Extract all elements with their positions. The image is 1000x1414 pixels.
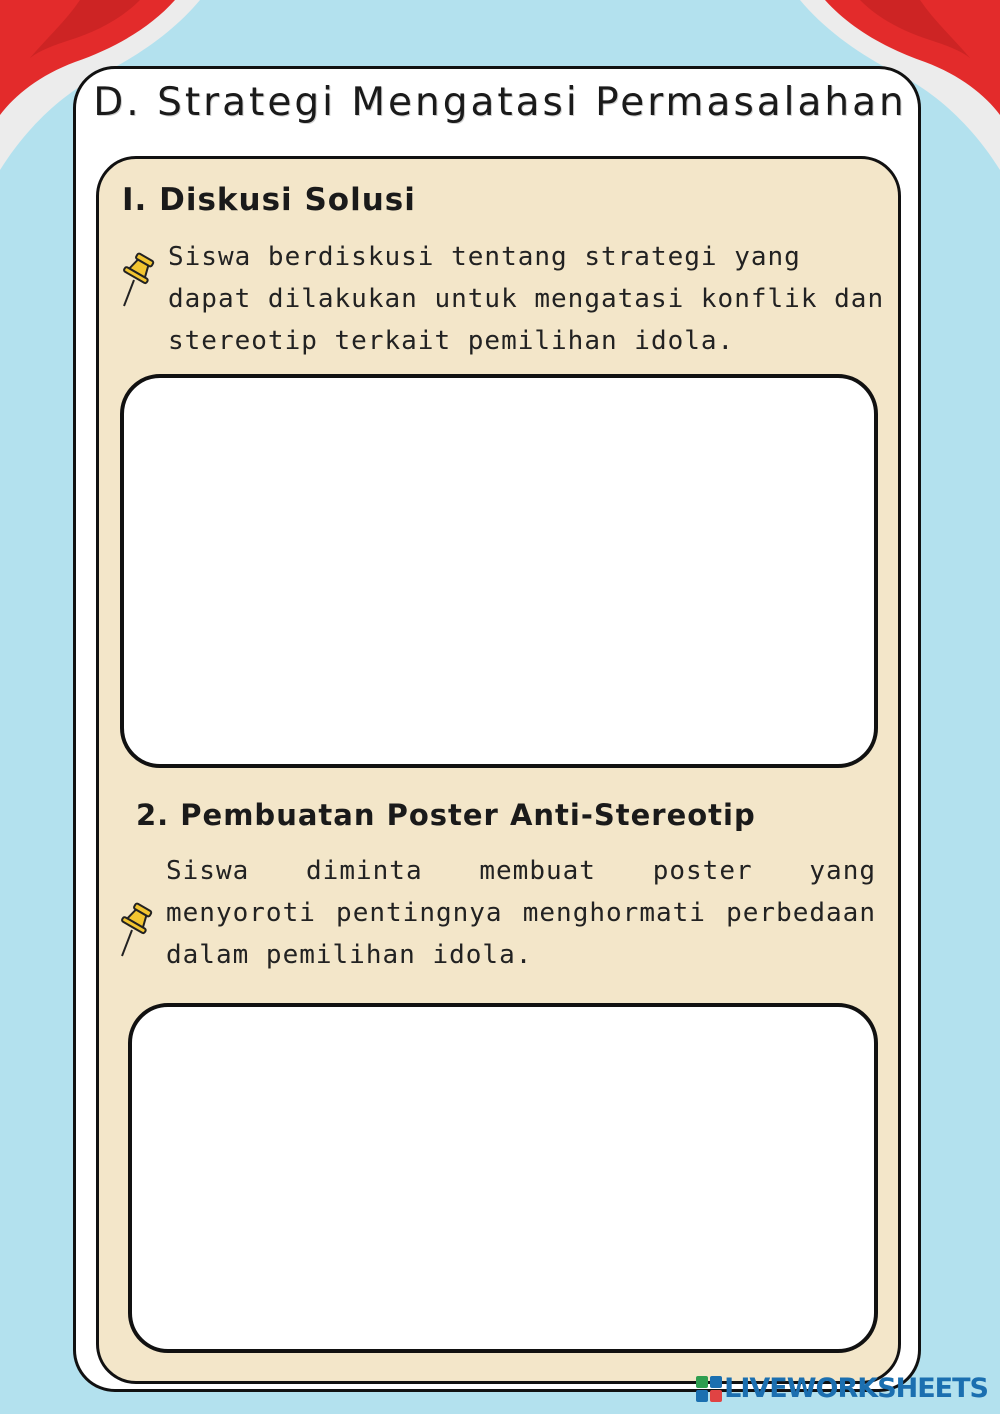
section-2-heading: 2. Pembuatan Poster Anti-Stereotip <box>136 798 756 832</box>
liveworksheets-logo <box>696 1376 722 1402</box>
section-2-instructions: Siswa diminta membuat poster yang menyoroti pentingnya menghormati perbedaan dalam pemilihan idola. <box>166 856 876 970</box>
section-1-answer-box[interactable] <box>120 374 878 768</box>
section-2-answer-box[interactable] <box>128 1003 878 1353</box>
watermark-text: LIVEWORKSHEETS <box>724 1373 988 1404</box>
pushpin-icon <box>116 900 156 960</box>
liveworksheets-watermark <box>696 1373 988 1404</box>
pushpin-icon <box>118 250 158 310</box>
section-1-heading: I. Diskusi Solusi <box>122 182 416 218</box>
section-1-instructions: Siswa berdiskusi tentang strategi yang dapat dilakukan untuk mengatasi konflik dan stereotip terkait pemilihan idola. <box>168 242 885 356</box>
page-title: D. Strategi Mengatasi Permasalahan <box>93 80 907 125</box>
